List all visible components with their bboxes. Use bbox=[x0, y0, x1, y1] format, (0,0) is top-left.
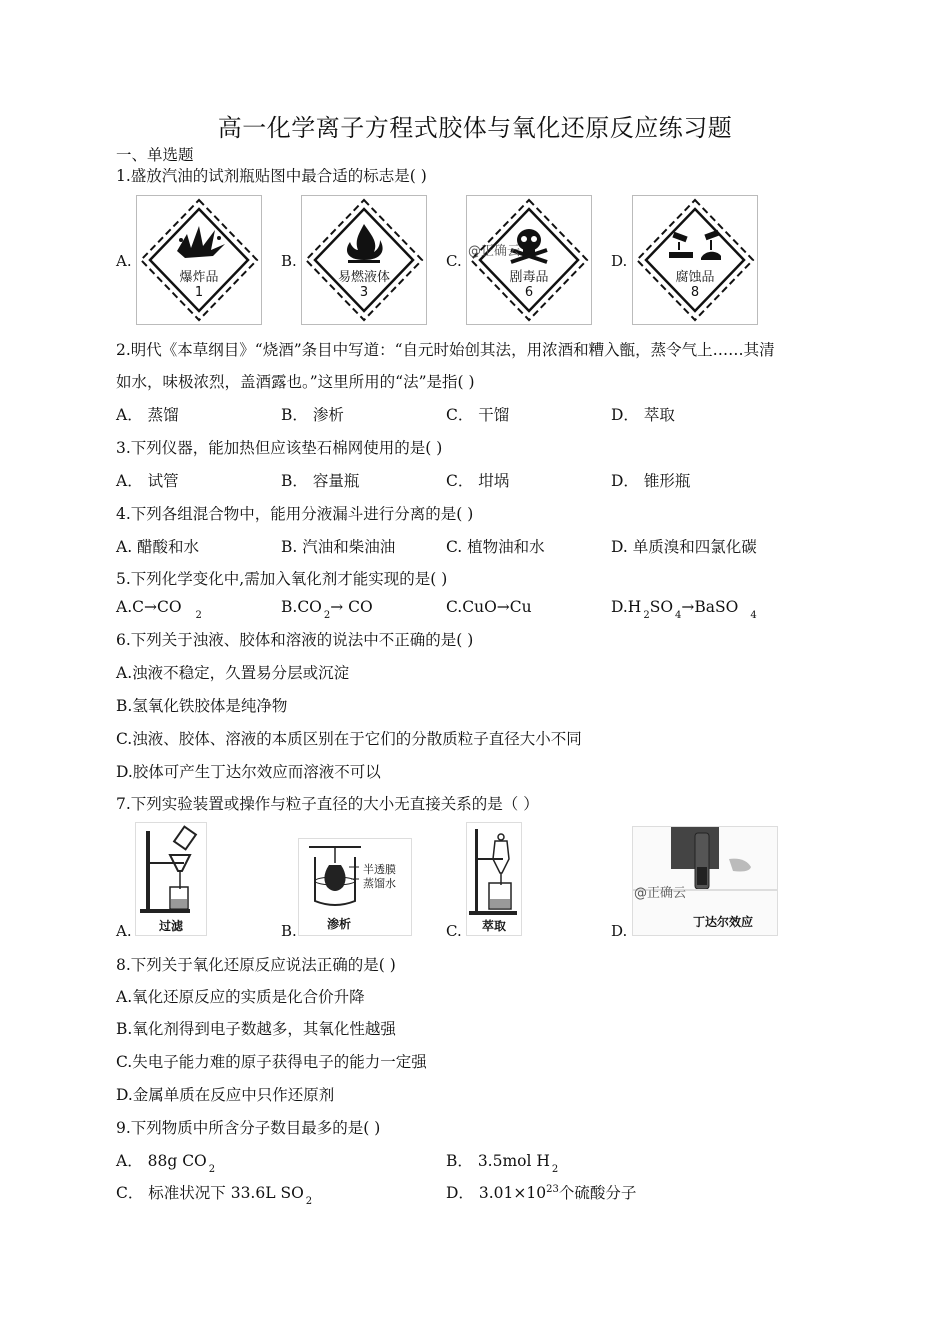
q4-stem: 4.下列各组混合物中，能用分液漏斗进行分离的是( ) bbox=[116, 505, 474, 523]
q3-option-a: A． 试管 bbox=[116, 472, 179, 490]
q5-d-sub2: 4 bbox=[675, 610, 682, 621]
q9-b-text: B． 3.5mol H bbox=[446, 1152, 550, 1170]
q9-b-sub: 2 bbox=[551, 1164, 559, 1175]
q9-option-c bbox=[116, 1181, 312, 1207]
q3-option-c: C． 坩埚 bbox=[446, 472, 510, 490]
q5-option-a bbox=[116, 598, 202, 621]
q7-image-tyndall bbox=[632, 826, 778, 936]
corrosive-icon bbox=[669, 230, 721, 260]
q5-b-text: B.CO bbox=[281, 598, 322, 616]
section-heading: 一、单选题 bbox=[116, 146, 194, 164]
q9-c-sub: 2 bbox=[305, 1196, 313, 1207]
sign-d-num: 8 bbox=[690, 285, 700, 300]
q7-label-c: C. bbox=[446, 922, 462, 940]
q9-option-d bbox=[446, 1181, 636, 1203]
q6-option-d: D.胶体可产生丁达尔效应而溶液不可以 bbox=[116, 763, 381, 781]
q6-option-c: C.浊液、胶体、溶液的本质区别在于它们的分散质粒子直径大小不同 bbox=[116, 730, 582, 748]
q7-label-water: 蒸馏水 bbox=[363, 877, 396, 890]
q9-option-a bbox=[116, 1149, 215, 1175]
q7-label-membrane: 半透膜 bbox=[363, 863, 396, 876]
q5-b-post: → CO bbox=[330, 598, 373, 616]
sign-c-num: 6 bbox=[524, 285, 534, 300]
q5-d-text: D.H bbox=[611, 598, 642, 616]
q4-option-a: A. 醋酸和水 bbox=[116, 538, 200, 556]
q2-option-d: D． 萃取 bbox=[611, 406, 675, 424]
q5-option-d bbox=[611, 598, 757, 621]
sign-d-text: 腐蚀品 bbox=[675, 270, 715, 285]
q7-label-d: D. bbox=[611, 922, 628, 940]
explosion-icon bbox=[177, 226, 225, 258]
q6-option-b: B.氢氧化铁胶体是纯净物 bbox=[116, 697, 288, 715]
q1-sign-c bbox=[466, 195, 592, 325]
q8-stem: 8.下列关于氧化还原反应说法正确的是( ) bbox=[116, 956, 396, 974]
q1-stem: 1.盛放汽油的试剂瓶贴图中最合适的标志是( ) bbox=[116, 167, 427, 185]
q5-d-sub1: 2 bbox=[643, 610, 650, 621]
q5-a-sub: 2 bbox=[195, 610, 202, 621]
q1-sign-d bbox=[632, 195, 758, 325]
q1-label-c: C. bbox=[446, 252, 462, 270]
q8-option-a: A.氧化还原反应的实质是化合价升降 bbox=[116, 988, 365, 1006]
q5-a-text: A.C→CO bbox=[116, 598, 182, 616]
q7-caption-b: 渗析 bbox=[326, 917, 351, 931]
q5-d-post: →BaSO bbox=[681, 598, 739, 616]
q1-sign-a bbox=[136, 195, 262, 325]
q9-d-text: D． 3.01×10 bbox=[446, 1184, 547, 1202]
q7-label-b: B. bbox=[281, 922, 297, 940]
q2-option-c: C． 干馏 bbox=[446, 406, 510, 424]
q3-stem: 3.下列仪器，能加热但应该垫石棉网使用的是( ) bbox=[116, 439, 443, 457]
q1-label-d: D. bbox=[611, 252, 628, 270]
page-title: 高一化学离子方程式胶体与氧化还原反应练习题 bbox=[217, 114, 733, 142]
q5-b-sub: 2 bbox=[323, 610, 331, 621]
q6-option-a: A.浊液不稳定，久置易分层或沉淀 bbox=[116, 664, 350, 682]
flame-icon bbox=[347, 224, 383, 263]
q7-stem: 7.下列实验装置或操作与粒子直径的大小无直接关系的是（ ） bbox=[116, 795, 539, 813]
q9-d-post: 个硫酸分子 bbox=[558, 1184, 637, 1202]
watermark-q1: @正确云 bbox=[468, 244, 521, 259]
q7-label-a: A. bbox=[116, 922, 132, 940]
q9-c-text: C． 标准状况下 33.6L SO bbox=[116, 1184, 304, 1202]
q9-a-text: A． 88g CO bbox=[116, 1152, 207, 1170]
sign-b-text: 易燃液体 bbox=[337, 270, 390, 285]
q1-sign-b bbox=[301, 195, 427, 325]
q4-option-d: D. 单质溴和四氯化碳 bbox=[611, 538, 757, 556]
q2-stem-line1: 2.明代《本草纲目》“烧酒”条目中写道：“自元时始创其法，用浓酒和糟入甑，蒸令气上……其清 bbox=[116, 341, 775, 359]
q7-caption-d: 丁达尔效应 bbox=[693, 915, 754, 929]
q5-d-sub3: 4 bbox=[750, 610, 757, 621]
q9-option-b bbox=[446, 1149, 558, 1175]
q5-option-b bbox=[281, 598, 373, 621]
q1-label-a: A. bbox=[116, 252, 132, 270]
q4-option-c: C. 植物油和水 bbox=[446, 538, 545, 556]
q1-label-b: B. bbox=[281, 252, 297, 270]
q3-option-b: B． 容量瓶 bbox=[281, 472, 360, 490]
q8-option-b: B.氧化剂得到电子数越多，其氧化性越强 bbox=[116, 1020, 396, 1038]
q5-option-c: C.CuO→Cu bbox=[446, 598, 532, 616]
q7-caption-c: 萃取 bbox=[481, 919, 506, 933]
q5-d-mid: SO bbox=[649, 598, 674, 616]
q9-a-sub: 2 bbox=[208, 1164, 216, 1175]
sign-a-num: 1 bbox=[194, 285, 204, 300]
sign-a-text: 爆炸品 bbox=[179, 270, 219, 285]
q4-option-b: B. 汽油和柴油油 bbox=[281, 538, 396, 556]
q5-stem: 5.下列化学变化中,需加入氧化剂才能实现的是( ) bbox=[116, 570, 448, 588]
q9-stem: 9.下列物质中所含分子数目最多的是( ) bbox=[116, 1119, 381, 1137]
q9-d-sup: 23 bbox=[546, 1183, 559, 1195]
sign-c-text: 剧毒品 bbox=[509, 270, 549, 285]
q8-option-c: C.失电子能力难的原子获得电子的能力一定强 bbox=[116, 1053, 427, 1071]
sign-b-num: 3 bbox=[359, 285, 369, 300]
q2-option-a: A． 蒸馏 bbox=[116, 406, 179, 424]
q7-image-dialysis bbox=[298, 838, 412, 936]
q7-image-extraction bbox=[466, 822, 522, 936]
q8-option-d: D.金属单质在反应中只作还原剂 bbox=[116, 1086, 335, 1104]
q2-stem-line2: 如水，味极浓烈，盖酒露也。”这里所用的“法”是指( ) bbox=[116, 373, 475, 391]
q7-caption-a: 过滤 bbox=[158, 919, 183, 933]
q3-option-d: D． 锥形瓶 bbox=[611, 472, 691, 490]
q6-stem: 6.下列关于浊液、胶体和溶液的说法中不正确的是( ) bbox=[116, 631, 474, 649]
q7-image-filtration bbox=[135, 822, 207, 936]
watermark-q7: @正确云 bbox=[634, 886, 687, 901]
q2-option-b: B． 渗析 bbox=[281, 406, 344, 424]
